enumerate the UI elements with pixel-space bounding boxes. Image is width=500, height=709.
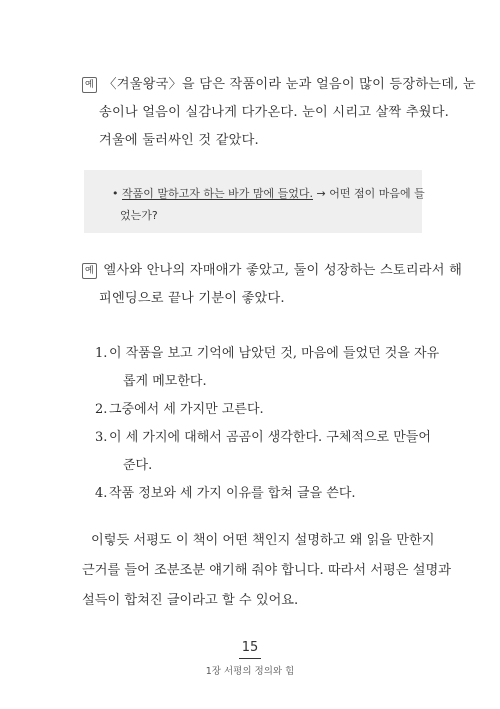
example-paragraph-1: 예 〈겨울왕국〉을 담은 작품이라 눈과 얼음이 많이 등장하는데, 눈 송이나 얼음이 실감나게 다가온다. 눈이 시리고 살짝 추웠다. 겨울에 둘러싸인 것 같았다. xyxy=(82,71,428,155)
example-badge: 예 xyxy=(82,77,97,93)
chapter-footer: 1장 서평의 정의와 힘 xyxy=(205,666,295,677)
closing-paragraph: 이렇듯 서평도 이 책이 어떤 책인지 설명하고 왜 읽을 만한지 근거를 들어 조분조분 얘기해 줘야 합니다. 따라서 서평은 설명과 설득이 합쳐진 글이라고 할 수 있어요. xyxy=(82,533,451,608)
list-item: 3. 이 세 가지에 대해서 곰곰이 생각한다. 구체적으로 만들어 준다. xyxy=(95,430,431,473)
steps-list xyxy=(95,340,440,508)
example-paragraph-2: 예 엘사와 안나의 자매애가 좋았고, 둘이 성장하는 스토리라서 해 피엔딩으로 끝나 기분이 좋았다. xyxy=(82,257,428,313)
list-item: 1. 이 작품을 보고 기억에 남았던 것, 마음에 들었던 것을 자유 롭게 메모한다. xyxy=(95,346,440,389)
example-badge: 예 xyxy=(82,263,97,279)
tip-box: • 작품이 말하고자 하는 바가 맘에 들었다. → 어떤 점이 마음에 들 었는가? xyxy=(84,170,422,233)
list-item: 2. 그중에서 세 가지만 고른다. xyxy=(95,402,264,417)
page-number: 15 xyxy=(0,640,500,659)
list-item: 4. 작품 정보와 세 가지 이유를 합쳐 글을 쓴다. xyxy=(95,486,356,501)
